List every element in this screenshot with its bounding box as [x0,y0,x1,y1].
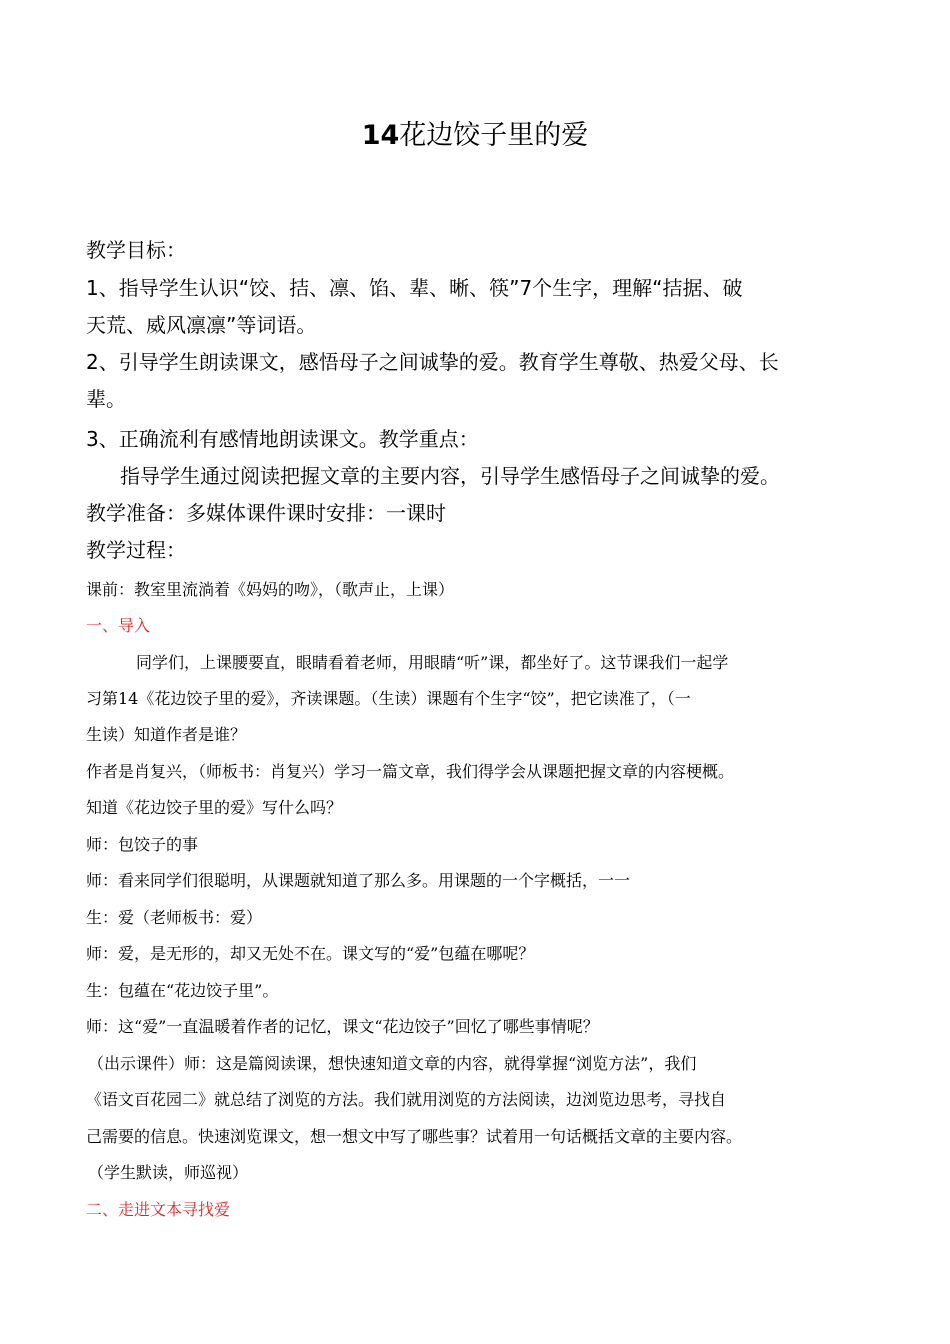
objective-1-line-2: 天荒、威风凛凛”等词语。 [86,313,317,337]
dialogue-line-6: 师：这“爱”一直温暖着作者的记忆，课文“花边饺子”回忆了哪些事情呢？ [86,1017,599,1036]
paragraph-2-line-1: 作者是肖复兴，（师板书：肖复兴）学习一篇文章，我们得学会从课题把握文章的内容梗概。 [86,762,735,781]
paragraph-1-line-3: 生读）知道作者是谁？ [86,725,247,744]
dialogue-line-1: 师：包饺子的事 [86,835,199,854]
objectives-heading: 教学目标： [86,238,186,262]
paragraph-1-line-2: 习第14《花边饺子里的爱》，齐读课题。（生读）课题有个生字“饺”，把它读准了，（一 [86,689,691,708]
section-2-heading: 二、走进文本寻找爱 [86,1200,231,1219]
lesson-number: 14 [361,120,400,151]
paragraph-3-line-1: （出示课件）师：这是篇阅读课，想快速知道文章的内容，就得掌握“浏览方法”，我们 [88,1054,697,1073]
before-class-note: 课前：教室里流淌着《妈妈的吻》，（歌声止，上课） [86,580,455,599]
objective-2-line-2: 辈。 [86,387,126,411]
dialogue-line-5: 生：包蕴在“花边饺子里”。 [86,981,279,1000]
process-heading: 教学过程： [86,538,186,562]
paragraph-3-line-4: （学生默读，师巡视） [88,1163,249,1182]
dialogue-line-2: 师：看来同学们很聪明，从课题就知道了那么多。用课题的一个字概括，一一 [86,871,631,890]
paragraph-1-line-1: 同学们，上课腰要直，眼睛看着老师，用眼睛“听”课，都坐好了。这节课我们一起学 [136,653,729,672]
dialogue-line-4: 师：爱，是无形的，却又无处不在。课文写的“爱”包蕴在哪呢？ [86,944,535,963]
paragraph-2-line-2: 知道《花边饺子里的爱》写什么吗？ [86,798,343,817]
paragraph-3-line-3: 己需要的信息。快速浏览课文，想一想文中写了哪些事？试着用一句话概括文章的主要内容。 [86,1127,743,1146]
page-title [0,118,950,154]
objective-1-line-1: 1、指导学生认识“饺、拮、凛、馅、辈、晰、筷”7个生字，理解“拮据、破 [86,276,743,300]
section-1-heading: 一、导入 [86,616,151,635]
teaching-preparation: 教学准备：多媒体课件课时安排：一课时 [86,501,446,525]
paragraph-3-line-2: 《语文百花园二》就总结了浏览的方法。我们就用浏览的方法阅读，边浏览边思考，寻找自 [86,1090,727,1109]
objective-3: 3、正确流利有感情地朗读课文。教学重点： [86,427,479,451]
lesson-title: 花边饺子里的爱 [399,120,589,151]
objective-2-line-1: 2、引导学生朗读课文，感悟母子之间诚挚的爱。教育学生尊敬、热爱父母、长 [86,350,779,374]
teaching-focus: 指导学生通过阅读把握文章的主要内容，引导学生感悟母子之间诚挚的爱。 [120,464,780,488]
dialogue-line-3: 生：爱（老师板书：爱） [86,908,263,927]
